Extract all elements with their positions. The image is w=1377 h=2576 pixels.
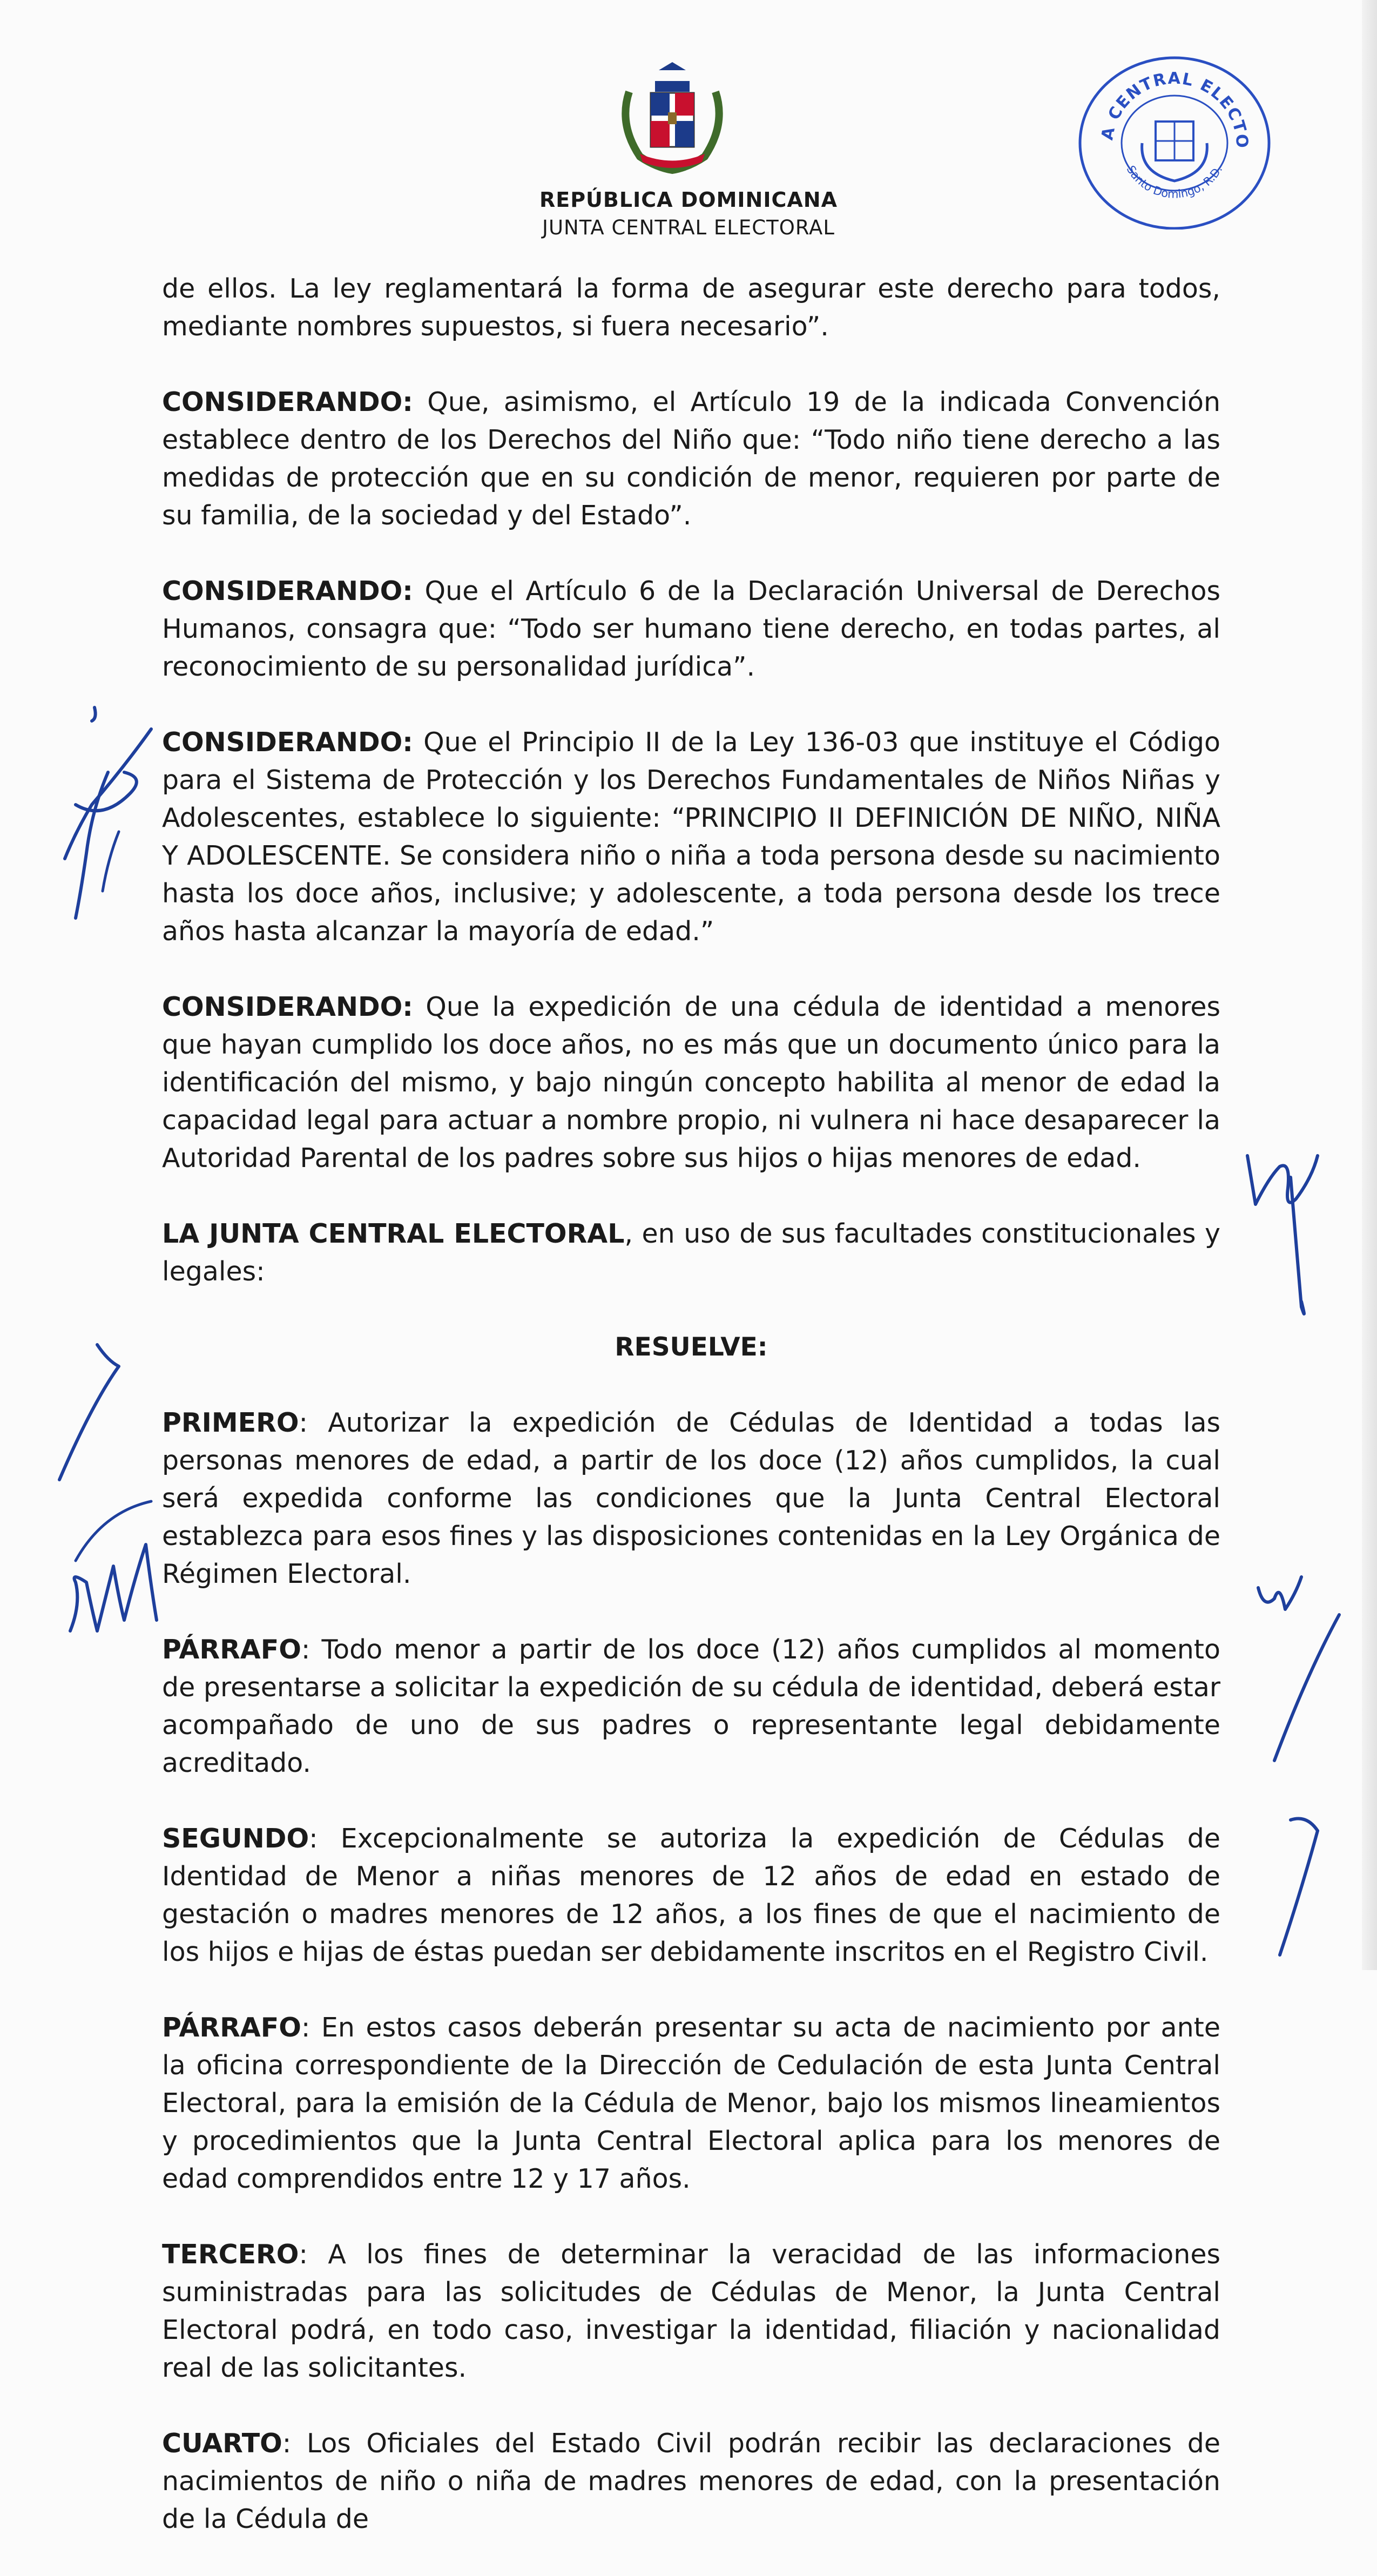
paragraph-label: CONSIDERANDO: [162, 992, 413, 1022]
signature-left-2-icon [38, 1339, 146, 1503]
signature-left-3-icon [54, 1480, 167, 1644]
article-text: : Excepcionalmente se autoriza la expedición de Cédulas de Identidad de Menor a niñas menores de 12 años de edad en estado de gestación o madres menores de 12 años, a los fines de que el nacimiento de los hijos e hijas de éstas puedan ser debidamente inscritos en el Registro Civil. [162, 1823, 1220, 1967]
paragraph [162, 383, 1220, 535]
article [162, 1820, 1220, 1971]
article-text: : En estos casos deberán presentar su acta de nacimiento por ante la oficina correspondiente de la Dirección de Cedulación de esta Junta Central Electoral, para la emisión de la Cédula de Menor, bajo los mismos lineamientos y procedimientos que la Junta Central Electoral aplica para los menores de edad comprendidos entre 12 y 17 años. [162, 2012, 1220, 2194]
paragraph [162, 988, 1220, 1177]
paragraph-text: Que el Principio II de la Ley 136-03 que instituye el Código para el Sistema de Protección y los Derechos Fundamentales de Niños Niñas y Adolescentes, establece lo siguiente: “PRINCIPIO II DEFINICIÓN DE NIÑO, NIÑA Y ADOLESCENTE. Se considera niño o niña a toda persona desde su nacimiento hasta los doce años, inclusive; y adolescente, a toda persona desde los trece años hasta alcanzar la mayoría de edad.” [162, 727, 1220, 947]
signature-right-2-icon [1242, 1566, 1350, 1784]
paragraph-text: de ellos. La ley reglamentará la forma de asegurar este derecho para todos, mediante nombres supuestos, si fuera necesario”. [162, 273, 1220, 342]
svg-text:JUNTA CENTRAL ELECTORAL [1075, 51, 1252, 150]
article [162, 2425, 1220, 2538]
paragraph [162, 572, 1220, 686]
paragraph-label: CONSIDERANDO: [162, 727, 413, 758]
article-text: : A los fines de determinar la veracidad de las informaciones suministradas para las solicitudes de Cédulas de Menor, la Junta Central Electoral podrá, en todo caso, investigar la identidad, filiación y nacionalidad real de las solicitantes. [162, 2239, 1220, 2383]
resolution-heading: RESUELVE: [615, 1332, 768, 1362]
signature-right-1-icon [1237, 1145, 1345, 1331]
article-text: : Los Oficiales del Estado Civil podrán recibir las declaraciones de nacimientos de niño o niña de madres menores de edad, con la presentación de la Cédula de [162, 2428, 1220, 2534]
signature-left-1-icon [43, 697, 167, 931]
header-institution: JUNTA CENTRAL ELECTORAL [542, 216, 835, 239]
paragraph-text: Que la expedición de una cédula de identidad a menores que hayan cumplido los doce años, no es más que un documento único para la identificación del mismo, y bajo ningún concepto habilita al menor de edad la capacidad legal para actuar a nombre propio, ni vulnera ni hace desaparecer la Autoridad Parental de los padres sobre sus hijos o hijas menores de edad. [162, 992, 1220, 1174]
seal-top-text: A CENTRAL ELECTO [1098, 69, 1252, 150]
article-text: : Autorizar la expedición de Cédulas de Identidad a todas las personas menores de edad, a partir de los doce (12) años cumplidos, la cual será expedida conforme las condiciones que la Junta Central Electoral establezca para esos fines y las disposiciones contenidas en la Ley Orgánica de Régimen Electoral. [162, 1407, 1220, 1589]
paragraph [162, 1215, 1220, 1291]
paragraph-label: LA JUNTA CENTRAL ELECTORAL [162, 1218, 625, 1249]
paragraph-text: Que el Artículo 6 de la Declaración Universal de Derechos Humanos, consagra que: “Todo ser humano tiene derecho, en todas partes, al reconocimiento de su personalidad jurídica”. [162, 576, 1220, 682]
coat-of-arms-icon [608, 59, 737, 178]
seal-bottom-text: Santo Domingo, R.D. [1124, 163, 1225, 201]
scan-edge [1362, 0, 1377, 1970]
article [162, 2009, 1220, 2198]
paragraph [162, 724, 1220, 950]
header-country: REPÚBLICA DOMINICANA [539, 188, 838, 212]
article-label: PÁRRAFO [162, 1634, 301, 1665]
article-text: : Todo menor a partir de los doce (12) años cumplidos al momento de presentarse a solicitar la expedición de su cédula de identidad, deberá estar acompañado de uno de sus padres o representante legal debidamente acreditado. [162, 1634, 1220, 1778]
paragraph-text: , en uso de sus facultades constitucionales y legales: [162, 1218, 1220, 1287]
article-label: PÁRRAFO [162, 2012, 301, 2043]
article [162, 2236, 1220, 2387]
signature-right-3-icon [1258, 1798, 1350, 1963]
paragraph-label: CONSIDERANDO: [162, 387, 413, 417]
article [162, 1404, 1220, 1593]
document-body [162, 270, 1220, 2576]
paragraph [162, 270, 1220, 346]
article-label: TERCERO [162, 2239, 299, 2270]
institution-seal-icon [1075, 51, 1274, 230]
article [162, 1631, 1220, 1782]
article-label: SEGUNDO [162, 1823, 309, 1854]
article-label: CUARTO [162, 2428, 282, 2459]
article-label: PRIMERO [162, 1407, 299, 1438]
paragraph-text: Que, asimismo, el Artículo 19 de la indicada Convención establece dentro de los Derechos del Niño que: “Todo niño tiene derecho a las medidas de protección que en su condición de menor, requieren por parte de su familia, de la sociedad y del Estado”. [162, 387, 1220, 531]
paragraph-label: CONSIDERANDO: [162, 576, 413, 606]
